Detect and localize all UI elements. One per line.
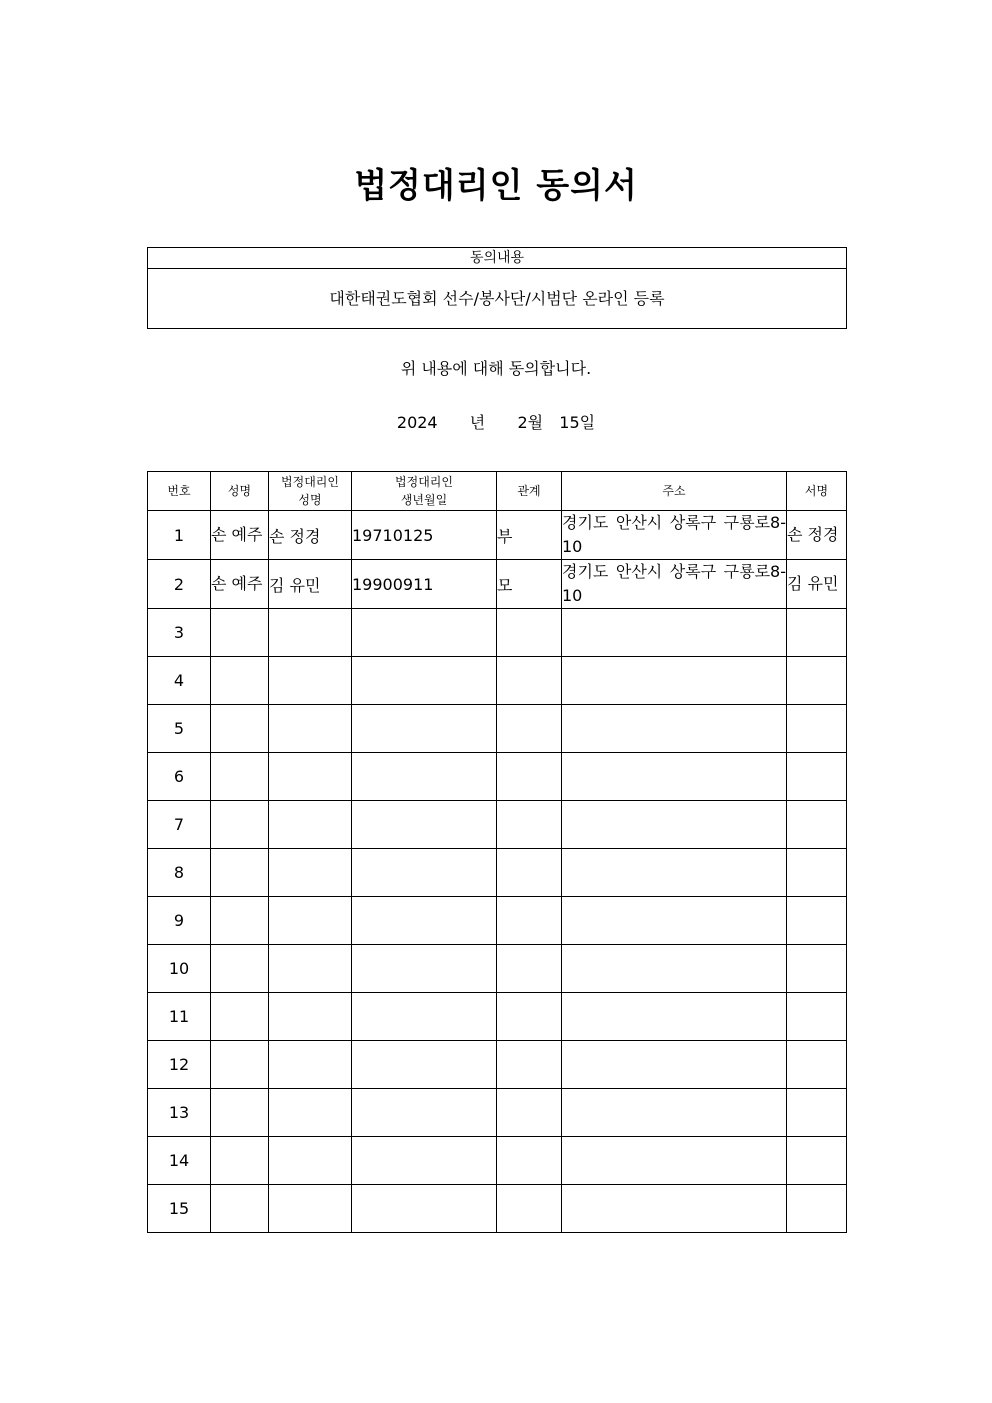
cell-no: 1 <box>148 511 211 560</box>
cell-name <box>211 609 269 657</box>
cell-no: 6 <box>148 753 211 801</box>
cell-no: 15 <box>148 1185 211 1233</box>
table-row <box>148 511 847 560</box>
cell-name <box>211 657 269 705</box>
cell-no: 13 <box>148 1089 211 1137</box>
cell-address <box>562 849 787 897</box>
cell-guardian-name: 김 유민 <box>269 560 352 609</box>
cell-no: 8 <box>148 849 211 897</box>
cell-signature <box>787 801 847 849</box>
cell-guardian-name <box>269 897 352 945</box>
cell-guardian-name <box>269 945 352 993</box>
cell-signature <box>787 945 847 993</box>
table-row <box>148 705 847 753</box>
cell-address <box>562 1137 787 1185</box>
cell-name <box>211 1041 269 1089</box>
cell-no: 4 <box>148 657 211 705</box>
cell-signature <box>787 657 847 705</box>
cell-no: 14 <box>148 1137 211 1185</box>
cell-guardian-birth <box>352 945 497 993</box>
cell-relation <box>497 897 562 945</box>
cell-name <box>211 801 269 849</box>
cell-name <box>211 705 269 753</box>
table-row <box>148 1041 847 1089</box>
cell-address <box>562 1089 787 1137</box>
cell-guardian-birth <box>352 1089 497 1137</box>
table-row <box>148 1089 847 1137</box>
cell-guardian-name <box>269 705 352 753</box>
cell-address <box>562 657 787 705</box>
cell-name <box>211 753 269 801</box>
cell-no: 2 <box>148 560 211 609</box>
cell-guardian-birth: 19900911 <box>352 560 497 609</box>
table-row <box>148 1185 847 1233</box>
header-guardian-birth <box>352 472 497 511</box>
cell-signature <box>787 993 847 1041</box>
cell-signature <box>787 1185 847 1233</box>
cell-no: 5 <box>148 705 211 753</box>
cell-signature <box>787 609 847 657</box>
cell-guardian-birth <box>352 609 497 657</box>
agree-statement: 위 내용에 대해 동의합니다. <box>400 359 592 378</box>
cell-guardian-birth <box>352 993 497 1041</box>
cell-guardian-name <box>269 849 352 897</box>
date-year: 2024 <box>396 413 438 432</box>
cell-address <box>562 753 787 801</box>
cell-address <box>562 1041 787 1089</box>
header-address: 주소 <box>562 472 787 511</box>
cell-relation <box>497 609 562 657</box>
date-month: 2월 <box>517 413 544 432</box>
cell-guardian-birth <box>352 849 497 897</box>
cell-name <box>211 1185 269 1233</box>
cell-address <box>562 945 787 993</box>
cell-no: 9 <box>148 897 211 945</box>
cell-name: 손 예주 <box>211 560 269 609</box>
cell-signature <box>787 849 847 897</box>
cell-address: 경기도 안산시 상록구 구룡로8-10 <box>562 511 787 560</box>
cell-guardian-name <box>269 1041 352 1089</box>
table-row <box>148 1137 847 1185</box>
header-signature: 서명 <box>787 472 847 511</box>
cell-guardian-birth <box>352 753 497 801</box>
consent-header: 동의내용 <box>148 248 846 269</box>
cell-relation <box>497 801 562 849</box>
cell-relation <box>497 705 562 753</box>
cell-name <box>211 849 269 897</box>
cell-relation <box>497 657 562 705</box>
cell-guardian-name <box>269 609 352 657</box>
cell-name: 손 예주 <box>211 511 269 560</box>
cell-address <box>562 609 787 657</box>
cell-signature <box>787 705 847 753</box>
cell-relation <box>497 1089 562 1137</box>
cell-guardian-name <box>269 753 352 801</box>
cell-signature <box>787 1089 847 1137</box>
table-header-row <box>148 472 847 511</box>
cell-relation <box>497 945 562 993</box>
cell-signature: 김 유민 <box>787 560 847 609</box>
table-row <box>148 753 847 801</box>
cell-guardian-name <box>269 1185 352 1233</box>
date-line <box>0 410 992 433</box>
header-name: 성명 <box>211 472 269 511</box>
cell-guardian-birth <box>352 1137 497 1185</box>
cell-guardian-birth <box>352 1041 497 1089</box>
cell-address <box>562 897 787 945</box>
cell-guardian-birth <box>352 801 497 849</box>
cell-signature <box>787 1137 847 1185</box>
cell-relation: 모 <box>497 560 562 609</box>
cell-no: 11 <box>148 993 211 1041</box>
table-row <box>148 801 847 849</box>
cell-relation: 부 <box>497 511 562 560</box>
table-row <box>148 993 847 1041</box>
cell-no: 12 <box>148 1041 211 1089</box>
header-guardian-name-line2: 성명 <box>298 493 322 507</box>
cell-address <box>562 705 787 753</box>
cell-name <box>211 945 269 993</box>
cell-signature <box>787 753 847 801</box>
cell-signature <box>787 897 847 945</box>
cell-name <box>211 897 269 945</box>
cell-signature: 손 정경 <box>787 511 847 560</box>
cell-signature <box>787 1041 847 1089</box>
document-title: 법정대리인 동의서 <box>354 166 638 206</box>
table-row <box>148 560 847 609</box>
cell-guardian-birth: 19710125 <box>352 511 497 560</box>
cell-relation <box>497 1137 562 1185</box>
cell-address: 경기도 안산시 상록구 구룡로8-10 <box>562 560 787 609</box>
cell-guardian-birth <box>352 705 497 753</box>
cell-guardian-birth <box>352 1185 497 1233</box>
cell-guardian-name <box>269 1137 352 1185</box>
cell-address <box>562 801 787 849</box>
cell-no: 10 <box>148 945 211 993</box>
table-row <box>148 897 847 945</box>
consent-box <box>147 247 847 329</box>
table-row <box>148 657 847 705</box>
cell-no: 3 <box>148 609 211 657</box>
header-guardian-birth-line1: 법정대리인 <box>395 475 453 489</box>
table-row <box>148 609 847 657</box>
date-day: 15일 <box>559 413 596 432</box>
cell-guardian-birth <box>352 897 497 945</box>
guardian-table <box>147 471 847 1233</box>
cell-guardian-birth <box>352 657 497 705</box>
cell-guardian-name <box>269 993 352 1041</box>
cell-address <box>562 1185 787 1233</box>
table-row <box>148 945 847 993</box>
header-guardian-name <box>269 472 352 511</box>
consent-content: 대한태권도협회 선수/봉사단/시범단 온라인 등록 <box>329 289 665 308</box>
cell-name <box>211 993 269 1041</box>
cell-address <box>562 993 787 1041</box>
date-year-unit: 년 <box>469 413 486 432</box>
header-guardian-name-line1: 법정대리인 <box>281 475 339 489</box>
header-relation: 관계 <box>497 472 562 511</box>
table-row <box>148 849 847 897</box>
cell-relation <box>497 993 562 1041</box>
cell-name <box>211 1089 269 1137</box>
cell-guardian-name <box>269 801 352 849</box>
cell-relation <box>497 753 562 801</box>
cell-relation <box>497 1041 562 1089</box>
table-body <box>148 511 847 1233</box>
cell-relation <box>497 849 562 897</box>
cell-guardian-name <box>269 657 352 705</box>
cell-name <box>211 1137 269 1185</box>
cell-guardian-name <box>269 1089 352 1137</box>
cell-no: 7 <box>148 801 211 849</box>
cell-relation <box>497 1185 562 1233</box>
header-no: 번호 <box>148 472 211 511</box>
cell-guardian-name: 손 정경 <box>269 511 352 560</box>
header-guardian-birth-line2: 생년월일 <box>400 493 448 507</box>
